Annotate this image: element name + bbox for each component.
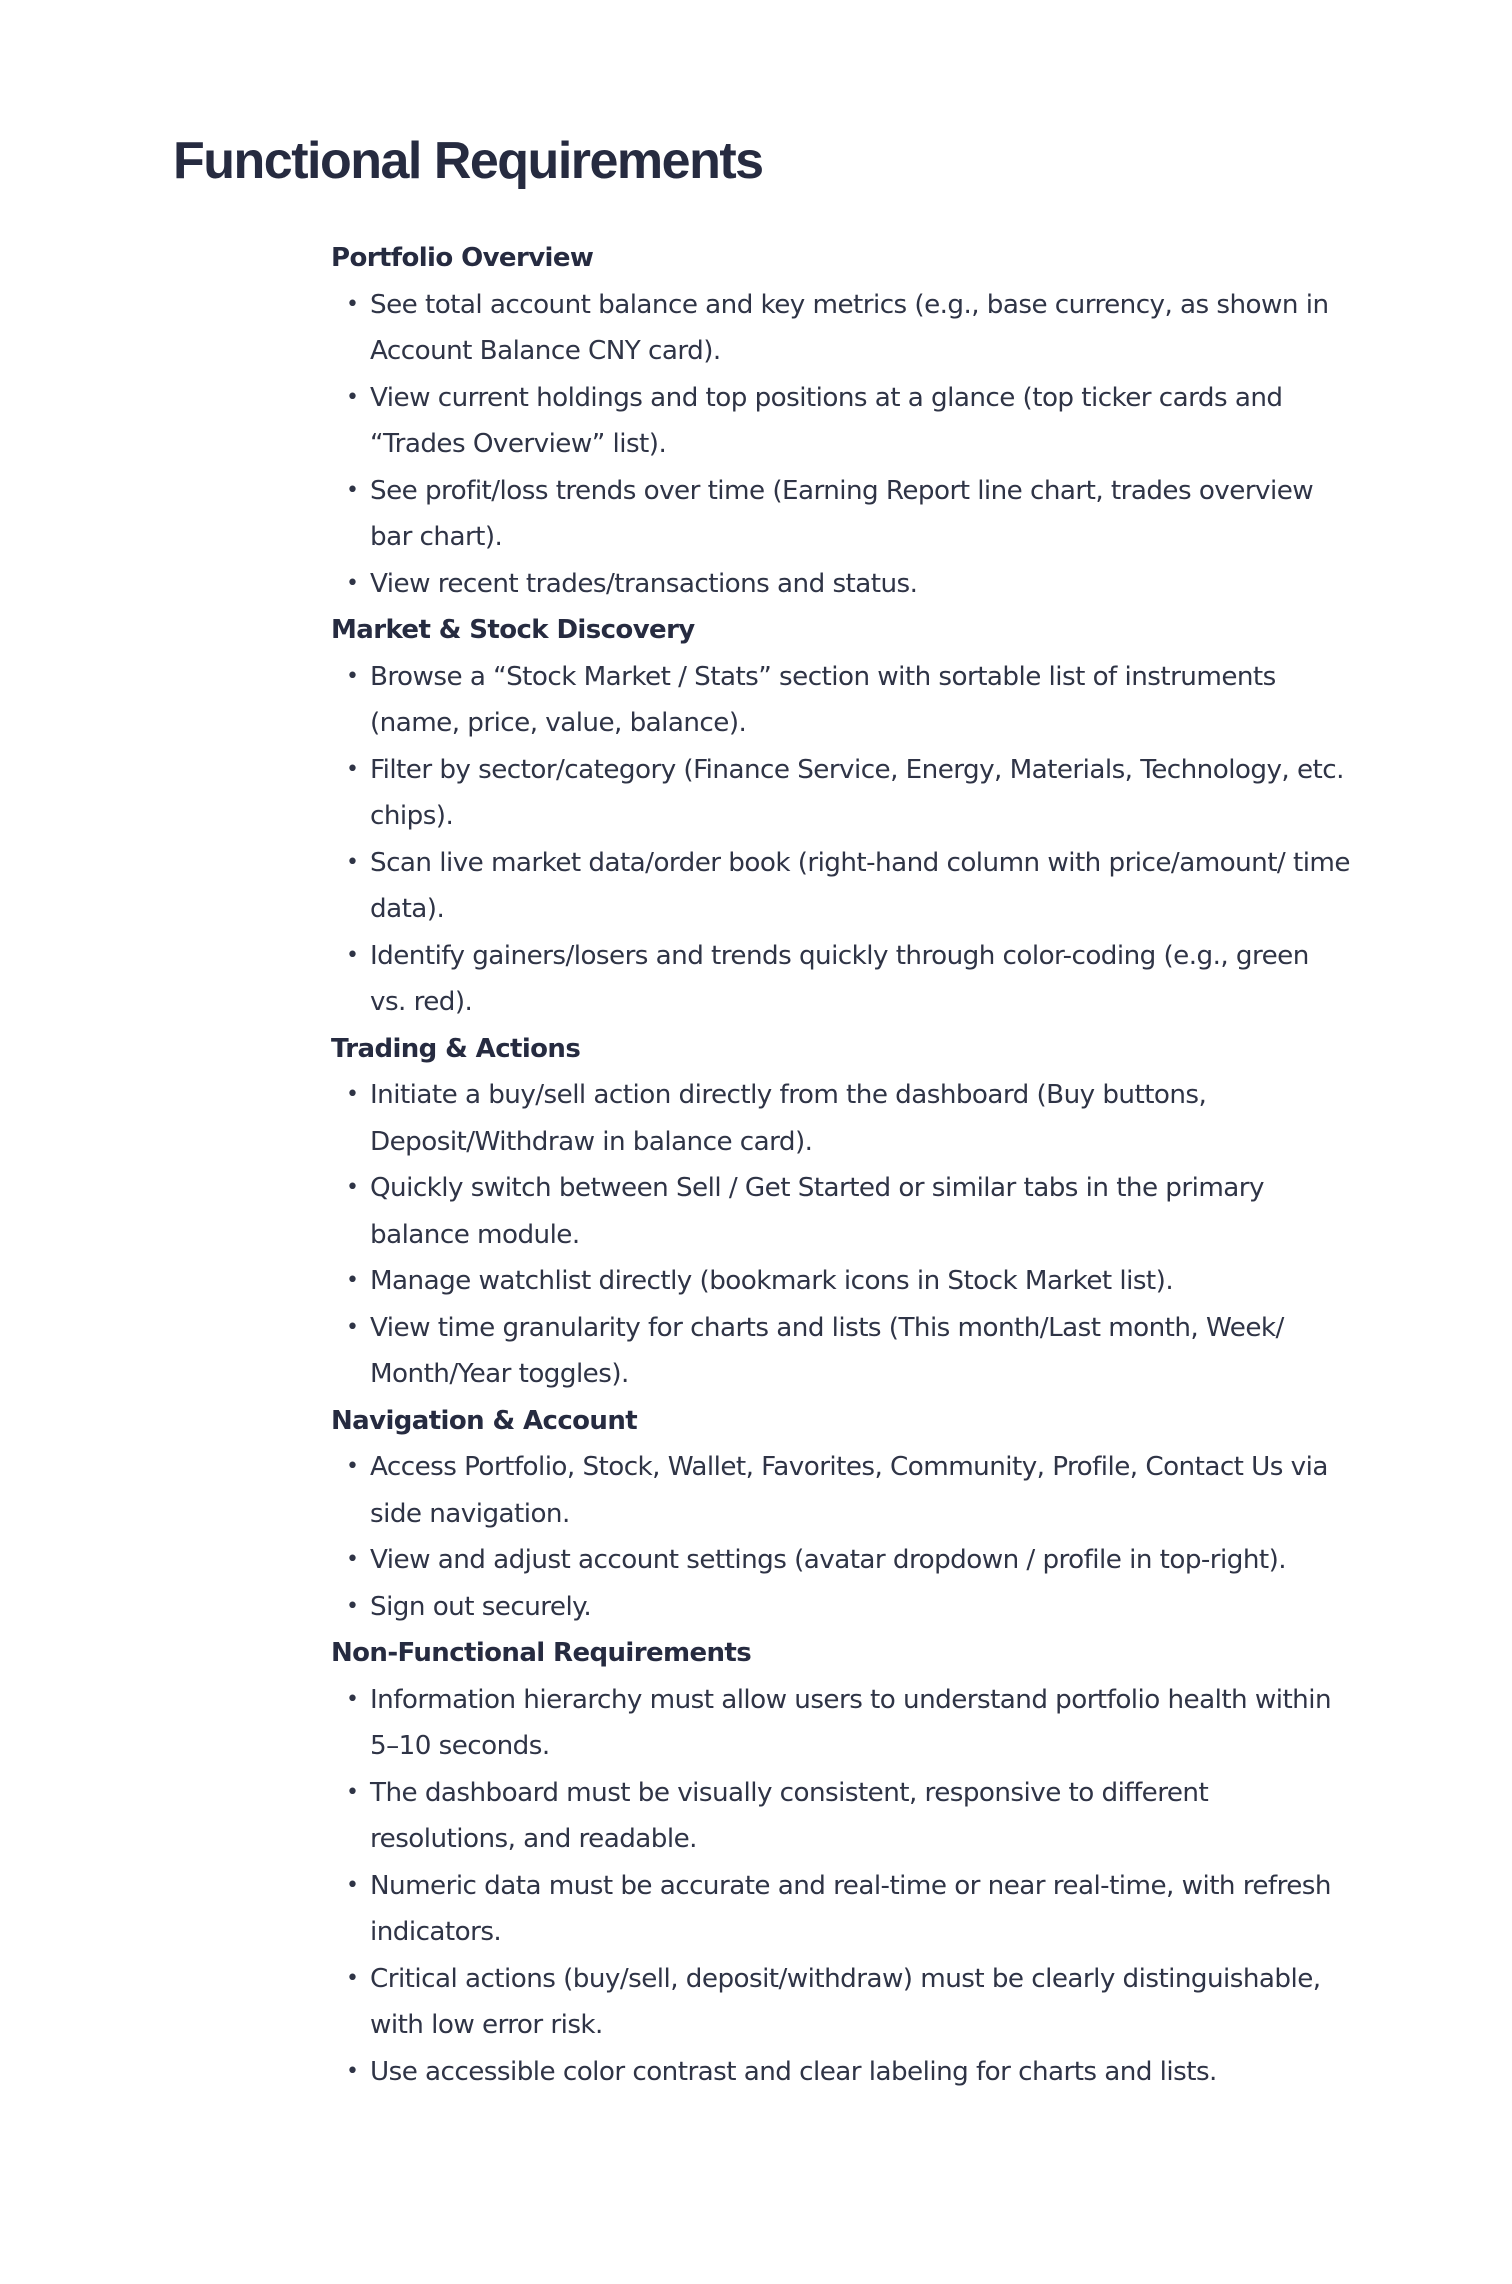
bullet-list	[331, 1072, 1351, 1398]
section-non-functional-requirements	[331, 1630, 1351, 2095]
section-heading: Trading & Actions	[331, 1033, 581, 1064]
bullet-icon: •	[346, 1686, 359, 1712]
list-item: • Use accessible color contrast and clear labeling for charts and lists.	[331, 2049, 1351, 2096]
list-item: • Sign out securely.	[331, 1584, 1351, 1631]
bullet-list	[331, 1677, 1351, 2096]
requirements-content	[331, 235, 1351, 2095]
page-title: Functional Requirements	[173, 132, 763, 190]
bullet-icon: •	[346, 570, 359, 596]
list-item: • View time granularity for charts and lists (This month/Last month, Week/ Month/Year toggles).	[331, 1305, 1351, 1398]
list-item: • Information hierarchy must allow users to understand portfolio health within 5–10 seconds.	[331, 1677, 1351, 1770]
bullet-icon: •	[346, 756, 359, 782]
list-item: • Browse a “Stock Market / Stats” section with sortable list of instruments (name, price, value, balance).	[331, 654, 1351, 747]
bullet-icon: •	[346, 1175, 359, 1200]
list-item: • Numeric data must be accurate and real-time or near real-time, with refresh indicators.	[331, 1863, 1351, 1956]
list-item: • Initiate a buy/sell action directly from the dashboard (Buy buttons, Deposit/Withdraw in balance card).	[331, 1072, 1351, 1165]
bullet-icon: •	[346, 1547, 359, 1572]
bullet-icon: •	[346, 1779, 359, 1805]
list-item: • Scan live market data/order book (right-hand column with price/amount/ time data).	[331, 840, 1351, 933]
section-portfolio-overview	[331, 235, 1351, 607]
list-item: • Access Portfolio, Stock, Wallet, Favorites, Community, Profile, Contact Us via side navigation.	[331, 1444, 1351, 1537]
list-item: • Identify gainers/losers and trends quickly through color-coding (e.g., green vs. red).	[331, 933, 1351, 1026]
section-heading: Market & Stock Discovery	[331, 615, 695, 645]
section-trading-actions	[331, 1026, 1351, 1398]
bullet-icon: •	[346, 1872, 359, 1898]
bullet-icon: •	[346, 2058, 359, 2084]
bullet-icon: •	[346, 942, 359, 968]
bullet-icon: •	[346, 1314, 359, 1340]
bullet-icon: •	[346, 291, 359, 317]
section-heading: Navigation & Account	[331, 1405, 638, 1436]
list-item: • Manage watchlist directly (bookmark icons in Stock Market list).	[331, 1258, 1351, 1305]
list-item: • See profit/loss trends over time (Earning Report line chart, trades overview bar chart).	[331, 468, 1351, 561]
bullet-icon: •	[346, 1593, 359, 1619]
list-item: • The dashboard must be visually consistent, responsive to different resolutions, and readable.	[331, 1770, 1351, 1863]
section-heading: Portfolio Overview	[331, 243, 594, 273]
bullet-icon: •	[346, 1082, 359, 1107]
list-item: • See total account balance and key metrics (e.g., base currency, as shown in Account Balance CNY card).	[331, 282, 1351, 375]
list-item: • View current holdings and top positions at a glance (top ticker cards and “Trades Overview” list).	[331, 375, 1351, 468]
bullet-icon: •	[346, 384, 359, 410]
list-item: • Quickly switch between Sell / Get Started or similar tabs in the primary balance module.	[331, 1165, 1351, 1258]
list-item: • View recent trades/transactions and status.	[331, 561, 1351, 608]
bullet-icon: •	[346, 663, 359, 689]
bullet-icon: •	[346, 1965, 359, 1991]
list-item: • Critical actions (buy/sell, deposit/withdraw) must be clearly distinguishable, with low error risk.	[331, 1956, 1351, 2049]
bullet-icon: •	[346, 477, 359, 503]
bullet-icon: •	[346, 849, 359, 875]
list-item: • Filter by sector/category (Finance Service, Energy, Materials, Technology, etc. chips).	[331, 747, 1351, 840]
bullet-list	[331, 282, 1351, 608]
bullet-icon: •	[346, 1268, 359, 1293]
list-item: • View and adjust account settings (avatar dropdown / profile in top-right).	[331, 1537, 1351, 1584]
bullet-list	[331, 1444, 1351, 1630]
bullet-list	[331, 654, 1351, 1026]
section-navigation-account	[331, 1398, 1351, 1631]
bullet-icon: •	[346, 1454, 359, 1479]
section-heading: Non-Functional Requirements	[331, 1638, 752, 1668]
section-market-stock-discovery	[331, 607, 1351, 1026]
